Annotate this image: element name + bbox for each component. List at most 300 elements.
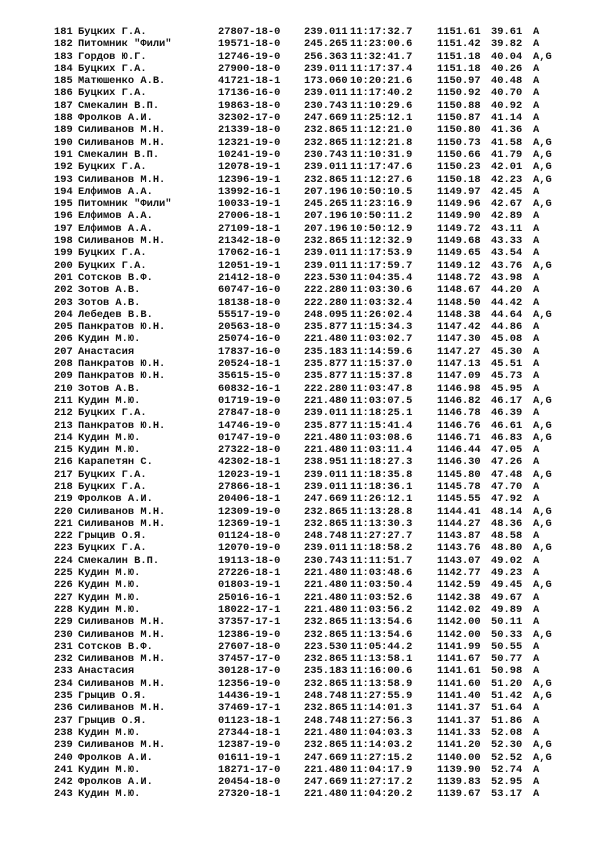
speed: 1151.42 [437,38,481,51]
place-number: 198 [54,235,73,248]
ring-number: 30128-17-0 [218,665,281,678]
fancier-name: Кудин М.Ю. [78,444,141,457]
ring-number: 27006-18-1 [218,210,281,223]
arrival-time: 11:03:11.4 [350,444,413,457]
place-number: 225 [54,567,73,580]
ring-number: 01123-18-1 [218,714,281,727]
speed: 1141.61 [437,665,481,678]
ring-number: 20563-18-0 [218,321,281,334]
speed: 1149.72 [437,222,481,235]
coefficient: 41.79 [491,148,523,161]
fancier-name: Лебедев В.В. [78,308,153,321]
group-tags: A,G [533,579,552,592]
speed: 1151.61 [437,26,481,38]
speed: 1150.73 [437,136,481,149]
coefficient: 51.86 [491,714,523,727]
place-number: 218 [54,480,73,493]
arrival-time: 11:32:41.7 [350,50,413,63]
speed: 1139.83 [437,776,481,789]
group-tags: A,G [533,739,552,752]
place-number: 201 [54,271,73,284]
group-tags: A [533,370,540,383]
ring-number: 01747-19-0 [218,431,281,444]
coefficient: 47.26 [491,456,523,469]
distance: 248.095 [304,308,348,321]
ring-number: 18022-17-1 [218,603,281,616]
distance: 248.748 [304,530,348,543]
group-tags: A [533,333,540,346]
ring-number: 14436-19-1 [218,690,281,703]
ring-number: 27226-18-1 [218,567,281,580]
coefficient: 51.20 [491,677,523,690]
group-tags: A [533,185,540,198]
ring-number: 12356-19-0 [218,677,281,690]
speed: 1146.71 [437,431,481,444]
group-tags: A [533,296,540,309]
coefficient: 46.39 [491,407,523,420]
fancier-name: Силиванов М.Н. [78,505,166,518]
arrival-time: 11:14:03.2 [350,739,413,752]
ring-number: 12369-19-1 [218,517,281,530]
arrival-time: 11:10:29.6 [350,99,413,112]
place-number: 194 [54,185,73,198]
distance: 239.011 [304,247,348,260]
coefficient: 50.33 [491,628,523,641]
ring-number: 27344-18-1 [218,726,281,739]
group-tags: A [533,62,540,75]
speed: 1150.97 [437,75,481,88]
group-tags: A [533,591,540,604]
place-number: 219 [54,493,73,506]
arrival-time: 11:03:32.4 [350,296,413,309]
speed: 1150.80 [437,124,481,137]
coefficient: 40.04 [491,50,523,63]
place-number: 238 [54,726,73,739]
arrival-time: 11:11:51.7 [350,554,413,567]
speed: 1142.00 [437,616,481,629]
fancier-name: Силиванов М.Н. [78,235,166,248]
group-tags: A [533,665,540,678]
distance: 245.265 [304,38,348,51]
ring-number: 27607-18-0 [218,640,281,653]
coefficient: 48.80 [491,542,523,555]
speed: 1150.88 [437,99,481,112]
ring-number: 60747-16-0 [218,284,281,297]
distance: 247.669 [304,751,348,764]
speed: 1149.68 [437,235,481,248]
speed: 1146.82 [437,394,481,407]
group-tags: A,G [533,136,552,149]
fancier-name: Буцких Г.А. [78,62,147,75]
place-number: 207 [54,345,73,358]
arrival-time: 11:15:37.8 [350,370,413,383]
place-number: 227 [54,591,73,604]
group-tags: A [533,321,540,334]
group-tags: A [533,567,540,580]
ring-number: 37457-17-0 [218,653,281,666]
group-tags: A,G [533,690,552,703]
fancier-name: Кудин М.Ю. [78,788,141,801]
ring-number: 12386-19-0 [218,628,281,641]
ring-number: 12387-19-0 [218,739,281,752]
fancier-name: Буцких Г.А. [78,480,147,493]
ring-number: 10241-19-0 [218,148,281,161]
group-tags: A,G [533,468,552,481]
place-number: 234 [54,677,73,690]
distance: 239.011 [304,62,348,75]
ring-number: 12070-19-0 [218,542,281,555]
group-tags: A,G [533,431,552,444]
ring-number: 27109-18-1 [218,222,281,235]
place-number: 211 [54,394,73,407]
arrival-time: 10:50:12.9 [350,222,413,235]
group-tags: A [533,284,540,297]
place-number: 188 [54,112,73,125]
coefficient: 42.89 [491,210,523,223]
arrival-time: 11:04:20.2 [350,788,413,801]
fancier-name: Кудин М.Ю. [78,567,141,580]
arrival-time: 11:26:12.1 [350,493,413,506]
distance: 230.743 [304,554,348,567]
group-tags: A,G [533,198,552,211]
arrival-time: 11:12:27.6 [350,173,413,186]
place-number: 192 [54,161,73,174]
coefficient: 41.58 [491,136,523,149]
ring-number: 18138-18-0 [218,296,281,309]
speed: 1149.90 [437,210,481,223]
coefficient: 52.30 [491,739,523,752]
fancier-name: Матюшенко А.В. [78,75,166,88]
arrival-time: 11:17:37.4 [350,62,413,75]
distance: 221.480 [304,333,348,346]
arrival-time: 11:13:58.1 [350,653,413,666]
speed: 1141.40 [437,690,481,703]
distance: 239.011 [304,407,348,420]
ring-number: 01124-18-0 [218,530,281,543]
speed: 1145.55 [437,493,481,506]
group-tags: A,G [533,173,552,186]
coefficient: 43.33 [491,235,523,248]
place-number: 236 [54,702,73,715]
coefficient: 49.67 [491,591,523,604]
distance: 223.530 [304,271,348,284]
ring-number: 17062-16-1 [218,247,281,260]
coefficient: 45.08 [491,333,523,346]
speed: 1139.90 [437,763,481,776]
fancier-name: Силиванов М.Н. [78,702,166,715]
speed: 1146.98 [437,382,481,395]
group-tags: A [533,210,540,223]
group-tags: A,G [533,161,552,174]
distance: 223.530 [304,640,348,653]
fancier-name: Кудин М.Ю. [78,333,141,346]
group-tags: A [533,345,540,358]
speed: 1145.80 [437,468,481,481]
place-number: 213 [54,419,73,432]
distance: 221.480 [304,726,348,739]
coefficient: 39.82 [491,38,523,51]
coefficient: 47.92 [491,493,523,506]
coefficient: 50.98 [491,665,523,678]
arrival-time: 11:03:56.2 [350,603,413,616]
distance: 232.865 [304,628,348,641]
group-tags: A,G [533,148,552,161]
ring-number: 18271-17-0 [218,763,281,776]
ring-number: 01719-19-0 [218,394,281,407]
distance: 207.196 [304,222,348,235]
coefficient: 45.95 [491,382,523,395]
ring-number: 12051-19-1 [218,259,281,272]
coefficient: 45.51 [491,358,523,371]
arrival-time: 11:18:36.1 [350,480,413,493]
fancier-name: Гордов Ю.Г. [78,50,147,63]
fancier-name: Буцких Г.А. [78,247,147,260]
place-number: 202 [54,284,73,297]
ring-number: 35615-15-0 [218,370,281,383]
group-tags: A [533,247,540,260]
arrival-time: 11:12:21.8 [350,136,413,149]
ring-number: 13992-16-1 [218,185,281,198]
speed: 1143.87 [437,530,481,543]
place-number: 216 [54,456,73,469]
speed: 1148.72 [437,271,481,284]
arrival-time: 11:18:27.3 [350,456,413,469]
speed: 1151.18 [437,62,481,75]
place-number: 235 [54,690,73,703]
arrival-time: 11:18:58.2 [350,542,413,555]
ring-number: 01803-19-1 [218,579,281,592]
distance: 235.183 [304,665,348,678]
place-number: 182 [54,38,73,51]
group-tags: A [533,456,540,469]
fancier-name: Буцких Г.А. [78,407,147,420]
fancier-name: Фролков А.И. [78,493,153,506]
distance: 235.877 [304,370,348,383]
coefficient: 46.17 [491,394,523,407]
ring-number: 12309-19-0 [218,505,281,518]
fancier-name: Кудин М.Ю. [78,579,141,592]
speed: 1149.65 [437,247,481,260]
speed: 1141.99 [437,640,481,653]
fancier-name: Буцких Г.А. [78,468,147,481]
fancier-name: Силиванов М.Н. [78,677,166,690]
place-number: 195 [54,198,73,211]
coefficient: 46.61 [491,419,523,432]
group-tags: A [533,763,540,776]
ring-number: 60832-16-1 [218,382,281,395]
place-number: 206 [54,333,73,346]
group-tags: A,G [533,751,552,764]
coefficient: 40.92 [491,99,523,112]
place-number: 191 [54,148,73,161]
coefficient: 48.36 [491,517,523,530]
group-tags: A [533,480,540,493]
group-tags: A [533,616,540,629]
distance: 230.743 [304,148,348,161]
distance: 235.877 [304,358,348,371]
distance: 235.183 [304,345,348,358]
distance: 232.865 [304,739,348,752]
ring-number: 19863-18-0 [218,99,281,112]
coefficient: 42.67 [491,198,523,211]
speed: 1142.77 [437,567,481,580]
speed: 1141.20 [437,739,481,752]
group-tags: A [533,222,540,235]
place-number: 226 [54,579,73,592]
distance: 221.480 [304,431,348,444]
ring-number: 25016-16-1 [218,591,281,604]
coefficient: 43.76 [491,259,523,272]
group-tags: A [533,38,540,51]
speed: 1146.44 [437,444,481,457]
ring-number: 14746-19-0 [218,419,281,432]
speed: 1149.97 [437,185,481,198]
place-number: 196 [54,210,73,223]
distance: 239.011 [304,161,348,174]
arrival-time: 10:50:10.5 [350,185,413,198]
place-number: 215 [54,444,73,457]
distance: 245.265 [304,198,348,211]
fancier-name: Фролков А.И. [78,112,153,125]
fancier-name: Анастасия [78,665,135,678]
ring-number: 20454-18-0 [218,776,281,789]
group-tags: A [533,493,540,506]
fancier-name: Сотсков В.Ф. [78,271,153,284]
group-tags: A,G [533,50,552,63]
fancier-name: Силиванов М.Н. [78,616,166,629]
place-number: 197 [54,222,73,235]
group-tags: A [533,603,540,616]
distance: 221.480 [304,567,348,580]
speed: 1142.38 [437,591,481,604]
place-number: 241 [54,763,73,776]
fancier-name: Кудин М.Ю. [78,726,141,739]
coefficient: 43.54 [491,247,523,260]
coefficient: 41.36 [491,124,523,137]
coefficient: 52.08 [491,726,523,739]
arrival-time: 11:27:56.3 [350,714,413,727]
arrival-time: 11:15:34.3 [350,321,413,334]
place-number: 200 [54,259,73,272]
arrival-time: 11:13:54.6 [350,628,413,641]
arrival-time: 11:17:32.7 [350,26,413,38]
speed: 1147.09 [437,370,481,383]
speed: 1141.37 [437,702,481,715]
speed: 1146.76 [437,419,481,432]
ring-number: 21412-18-0 [218,271,281,284]
arrival-time: 11:18:35.8 [350,468,413,481]
ring-number: 27866-18-1 [218,480,281,493]
arrival-time: 11:14:01.3 [350,702,413,715]
arrival-time: 11:15:41.4 [350,419,413,432]
coefficient: 45.30 [491,345,523,358]
place-number: 224 [54,554,73,567]
coefficient: 39.61 [491,26,523,38]
group-tags: A [533,554,540,567]
arrival-time: 11:15:37.0 [350,358,413,371]
distance: 221.480 [304,444,348,457]
distance: 239.011 [304,542,348,555]
distance: 222.280 [304,296,348,309]
ring-number: 10033-19-1 [218,198,281,211]
speed: 1149.12 [437,259,481,272]
arrival-time: 11:16:00.6 [350,665,413,678]
coefficient: 50.55 [491,640,523,653]
distance: 232.865 [304,616,348,629]
ring-number: 27847-18-0 [218,407,281,420]
fancier-name: Грыцив О.Я. [78,714,147,727]
arrival-time: 11:03:07.5 [350,394,413,407]
speed: 1149.96 [437,198,481,211]
fancier-name: Зотов А.В. [78,296,141,309]
fancier-name: Грыцив О.Я. [78,530,147,543]
coefficient: 48.58 [491,530,523,543]
ring-number: 21339-18-0 [218,124,281,137]
group-tags: A [533,235,540,248]
coefficient: 52.52 [491,751,523,764]
distance: 239.011 [304,26,348,38]
fancier-name: Панкратов Ю.Н. [78,358,166,371]
coefficient: 49.89 [491,603,523,616]
coefficient: 51.64 [491,702,523,715]
speed: 1150.87 [437,112,481,125]
coefficient: 45.73 [491,370,523,383]
coefficient: 40.26 [491,62,523,75]
group-tags: A [533,653,540,666]
arrival-time: 11:04:35.4 [350,271,413,284]
distance: 248.748 [304,690,348,703]
place-number: 230 [54,628,73,641]
arrival-time: 10:50:11.2 [350,210,413,223]
ring-number: 37469-17-1 [218,702,281,715]
fancier-name: Анастасия [78,345,135,358]
fancier-name: Грыцив О.Я. [78,690,147,703]
arrival-time: 11:27:55.9 [350,690,413,703]
place-number: 210 [54,382,73,395]
ring-number: 27900-18-0 [218,62,281,75]
fancier-name: Силиванов М.Н. [78,124,166,137]
fancier-name: Смекалин В.П. [78,99,160,112]
group-tags: A [533,726,540,739]
group-tags: A [533,358,540,371]
coefficient: 42.01 [491,161,523,174]
fancier-name: Кудин М.Ю. [78,431,141,444]
distance: 232.865 [304,124,348,137]
place-number: 185 [54,75,73,88]
place-number: 212 [54,407,73,420]
speed: 1147.42 [437,321,481,334]
arrival-time: 11:03:52.6 [350,591,413,604]
arrival-time: 11:17:47.6 [350,161,413,174]
group-tags: A [533,382,540,395]
coefficient: 43.98 [491,271,523,284]
coefficient: 47.48 [491,468,523,481]
coefficient: 40.70 [491,87,523,100]
distance: 232.865 [304,173,348,186]
speed: 1141.37 [437,714,481,727]
arrival-time: 11:26:02.4 [350,308,413,321]
arrival-time: 11:03:47.8 [350,382,413,395]
speed: 1145.78 [437,480,481,493]
arrival-time: 11:10:31.9 [350,148,413,161]
place-number: 204 [54,308,73,321]
distance: 232.865 [304,677,348,690]
fancier-name: Силиванов М.Н. [78,628,166,641]
speed: 1147.30 [437,333,481,346]
ring-number: 55517-19-0 [218,308,281,321]
group-tags: A [533,26,540,38]
speed: 1143.76 [437,542,481,555]
